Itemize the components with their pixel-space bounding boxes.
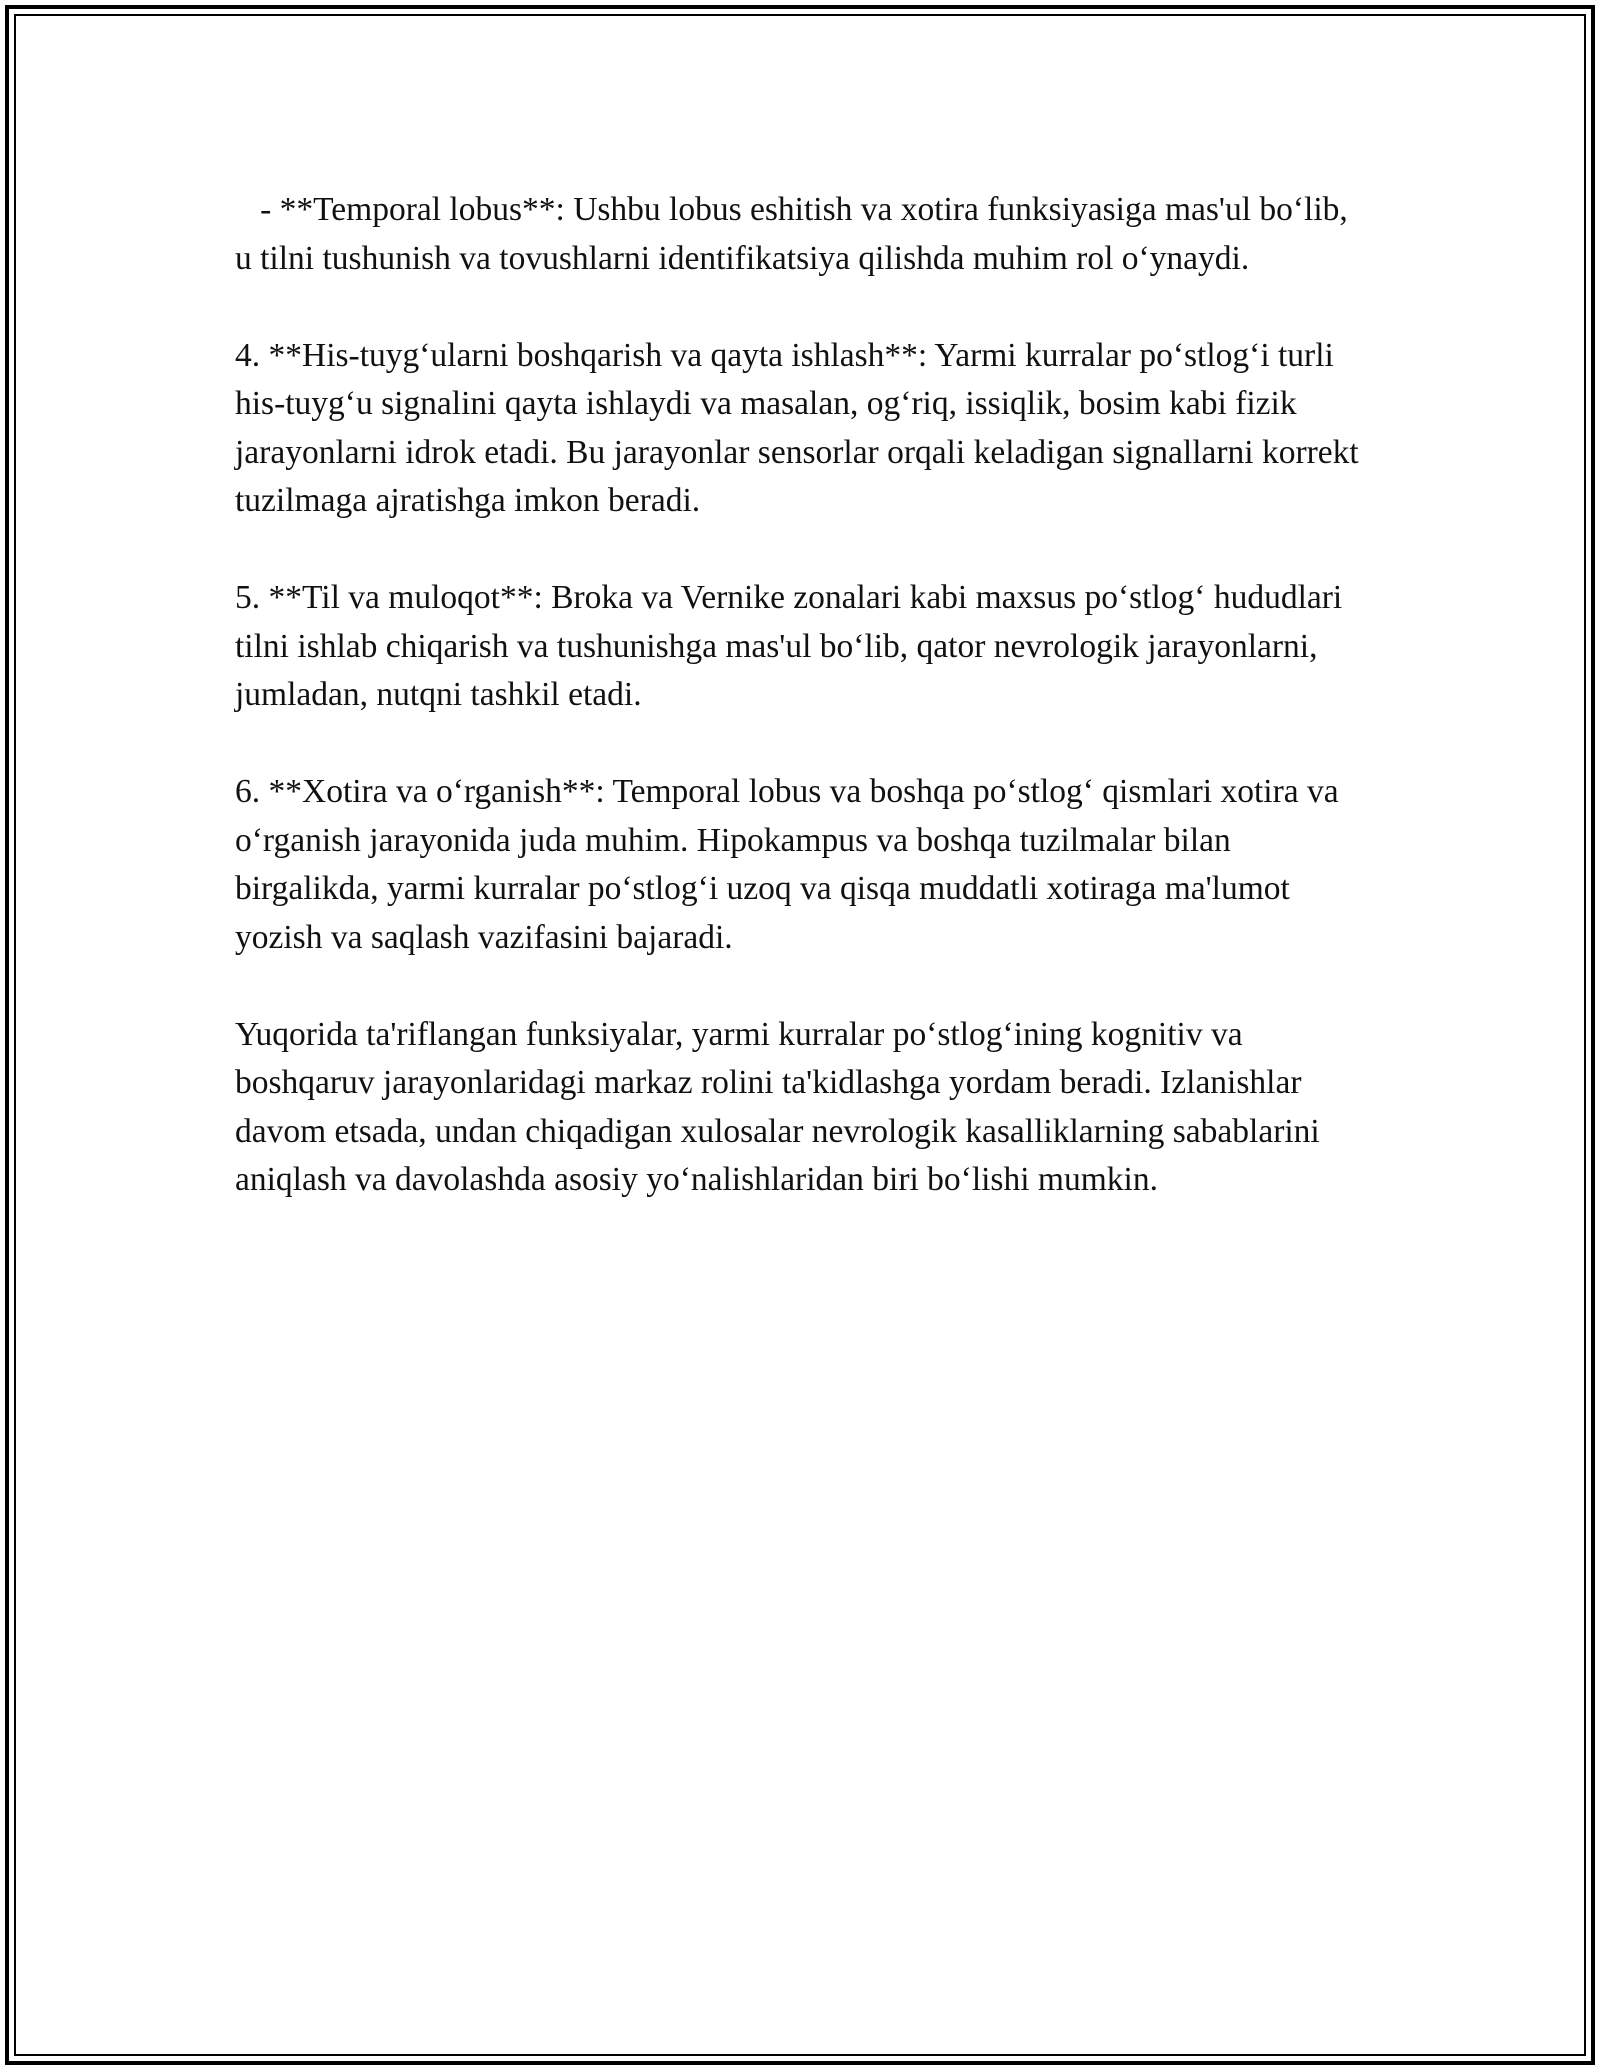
document-body [235, 186, 1368, 1253]
paragraph-til-va-muloqot: 5. **Til va muloqot**: Broka va Vernike zonalari kabi maxsus po‘stlog‘ hududlari tilni ishlab chiqarish va tushunishga mas'ul bo‘lib, qator nevrologik jarayonlarni, jumladan, nutqni tashkil etadi. [235, 579, 1351, 713]
paragraph-xotira-va-organish: 6. **Xotira va o‘rganish**: Temporal lobus va boshqa po‘stlog‘ qismlari xotira va o‘rganish jarayonida juda muhim. Hipokampus va boshqa tuzilmalar bilan birgalikda, yarmi kurralar po‘stlog‘i uzoq va qisqa muddatli xotiraga ma'lumot yozish va saqlash vazifasini bajaradi. [235, 773, 1347, 956]
paragraph-conclusion: Yuqorida ta'riflangan funksiyalar, yarmi kurralar po‘stlog‘ining kognitiv va boshqaruv jarayonlaridagi markaz rolini ta'kidlashga yordam beradi. Izlanishlar davom etsada, undan chiqadigan xulosalar nevrologik kasalliklarning sabablarini aniqlash va davolashda asosiy yo‘nalishlaridan biri bo‘lishi mumkin. [235, 1015, 1329, 1198]
paragraph-temporal-lobus: - **Temporal lobus**: Ushbu lobus eshitish va xotira funksiyasiga mas'ul bo‘lib, u tilni tushunish va tovushlarni identifikatsiya qilishda muhim rol o‘ynaydi. [235, 191, 1357, 277]
paragraph-his-tuygular: 4. **His-tuyg‘ularni boshqarish va qayta ishlash**: Yarmi kurralar po‘stlog‘i turli his-tuyg‘u signalini qayta ishlaydi va masalan, og‘riq, issiqlik, bosim kabi fizik jarayonlarni idrok etadi. Bu jarayonlar sensorlar orqali keladigan signallarni korrekt tuzilmaga ajratishga imkon beradi. [235, 336, 1368, 519]
